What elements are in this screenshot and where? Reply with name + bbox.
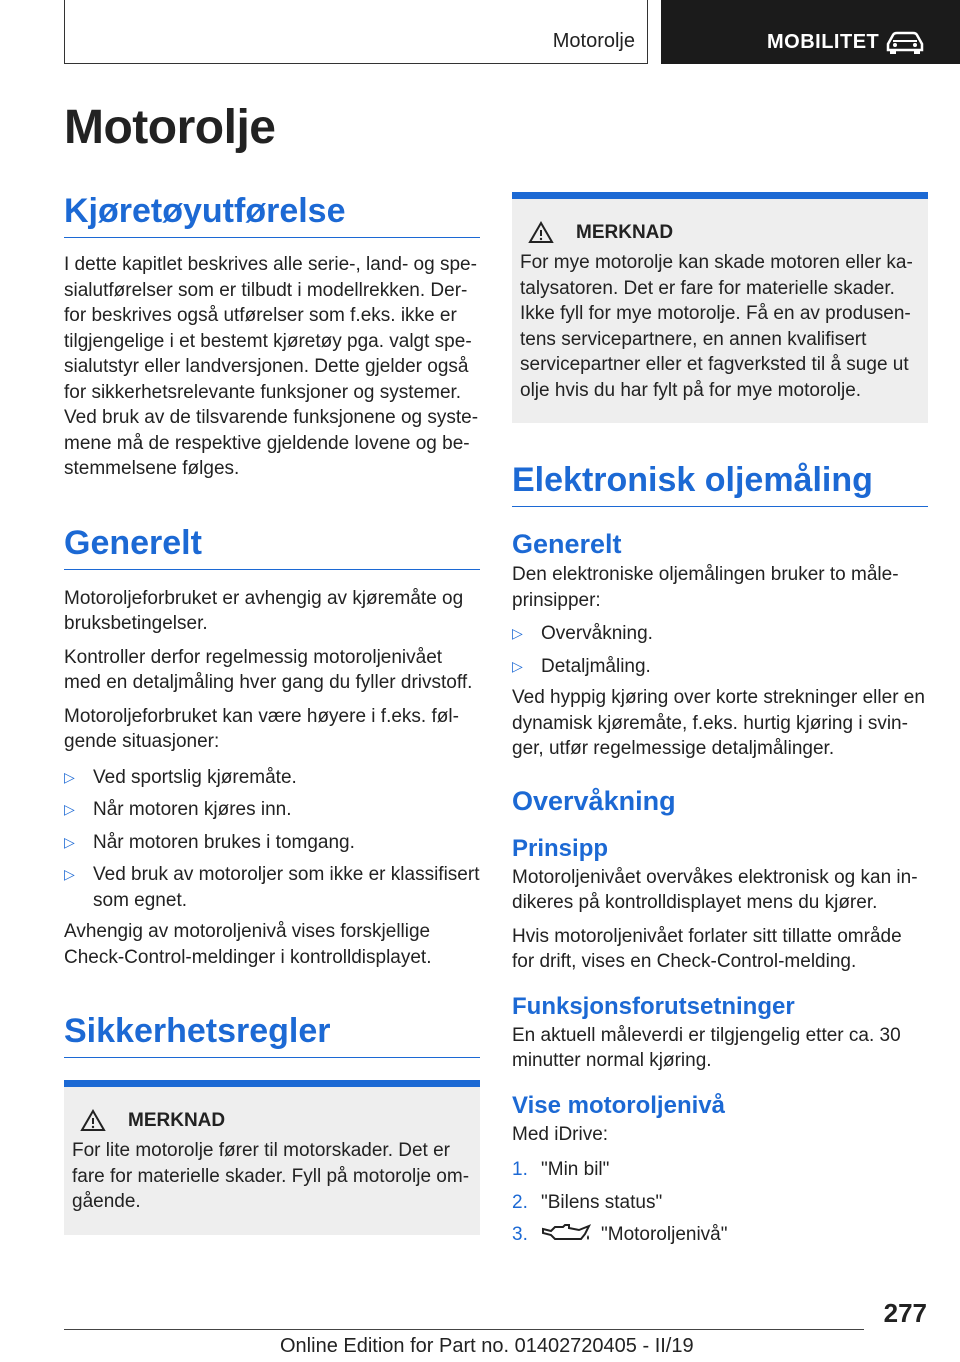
- list-item: ▷ Når motoren kjøres inn.: [64, 797, 480, 823]
- list-item: ▷ Når motoren brukes i tomgang.: [64, 830, 480, 856]
- list-item: 1. "Min bil": [512, 1159, 610, 1180]
- footer-divider: [64, 1329, 864, 1330]
- notice-text: For lite motorolje fører til motorskader. Det er fare for materielle skader. Fyll på motorolje omgående.: [72, 1140, 470, 1212]
- car-icon: [884, 30, 926, 54]
- page-number: 277: [883, 1298, 927, 1328]
- paragraph-principle-1: Motoroljenivået overvåkes elektronisk og kan indikeres på kontrolldisplayet mens du kjører.: [512, 866, 918, 913]
- footer-edition: Online Edition for Part no. 01402720405 - II/19: [280, 1335, 694, 1357]
- list-item: ▷ Overvåkning.: [512, 621, 928, 647]
- notice-title: MERKNAD: [576, 221, 674, 243]
- heading-vehicle-version: Kjøretøyutførelse: [64, 192, 480, 238]
- heading-safety: Sikkerhetsregler: [64, 1012, 480, 1058]
- paragraph-display-oil: Med iDrive:: [512, 1123, 609, 1145]
- subheading-general: Generelt: [512, 529, 622, 559]
- list-item: ▷ Ved bruk av motoroljer som ikke er klassifisert som egnet.: [64, 864, 480, 911]
- paragraph-general-1: Motoroljeforbruket er avhengig av kjøremåte og bruksbetingelser.: [64, 587, 464, 634]
- subheading-display-oil: Vise motoroljenivå: [512, 1091, 725, 1119]
- paragraph-requirements: En aktuell måleverdi er tilgjengelig etter ca. 30 minutter normal kjøring.: [512, 1024, 901, 1071]
- paragraph-general-2: Ved hyppig kjøring over korte strekninger eller en dynamisk kjøremåte, f.eks. hurtig kjøring i svinger, utfør regelmessige detaljmålinger.: [512, 687, 925, 759]
- subheading-monitoring: Overvåkning: [512, 785, 676, 816]
- header-section-title: Motorolje: [552, 30, 635, 52]
- triangle-bullet-icon: ▷: [512, 625, 523, 641]
- notice-text: For mye motorolje kan skade motoren eller katalysatoren. Det er fare for materielle skader. Ikke fyll for mye motorolje. Få en av produsentens servicepartnere, en annen kvalifisert servicepartner eller et fagverksted til å suge ut olje hvis du har fylt på for mye motorolje.: [520, 252, 913, 401]
- paragraph-vehicle-version: I dette kapitlet beskrives alle serie-, land- og spesialutførelser som er tilbudt i modellrekken. Derfor beskrives også utførelser som f.eks. ikke er tilgjengelige i et bestemt kjøretøy pga. valgt spesialutstyr eller landversjonen. Dette gjelder også for sikkerhetsrelevante funksjoner og systemer. Ved bruk av de tilsvarende funksjonene og systemene må de respektive gjeldende lovene og bestemmelsene følges.: [64, 254, 479, 479]
- paragraph-general-3: Motoroljeforbruket kan være høyere i f.eks. følgende situasjoner:: [64, 705, 459, 752]
- warning-icon: [80, 1109, 106, 1132]
- triangle-bullet-icon: ▷: [64, 801, 75, 817]
- triangle-bullet-icon: ▷: [64, 866, 75, 882]
- list-item: ▷ Detaljmåling.: [512, 654, 928, 680]
- heading-electronic-oil: Elektronisk oljemåling: [512, 461, 928, 507]
- left-column: [64, 192, 480, 1235]
- notice-header: [520, 221, 918, 244]
- paragraph-general: Den elektroniske oljemålingen bruker to måleprinsipper:: [512, 564, 899, 611]
- paragraph-principle-2: Hvis motoroljenivået forlater sitt tillatte område for drift, vises en Check-Control-melding.: [512, 925, 902, 972]
- list-item: ▷ Ved sportslig kjøremåte.: [64, 765, 480, 791]
- notice-box: [64, 1080, 480, 1235]
- right-column: [512, 192, 928, 1248]
- list-item: 2. "Bilens status": [512, 1191, 663, 1213]
- list-item: 3. "Motoroljenivå": [512, 1224, 728, 1245]
- notice-box: [512, 192, 928, 423]
- paragraph-general-2: Kontroller derfor regelmessig motoroljenivået med en detaljmåling hver gang du fyller drivstoff.: [64, 646, 473, 693]
- notice-title: MERKNAD: [128, 1109, 226, 1131]
- triangle-bullet-icon: ▷: [512, 657, 523, 674]
- oil-can-icon: [541, 1223, 593, 1243]
- subheading-principle: Prinsipp: [512, 834, 609, 862]
- subheading-requirements: Funksjonsforutsetninger: [512, 992, 795, 1020]
- triangle-bullet-icon: ▷: [64, 768, 75, 785]
- header-section-box: [64, 0, 648, 64]
- warning-icon: [528, 221, 554, 244]
- notice-header: [72, 1109, 470, 1132]
- paragraph-general-4: Avhengig av motoroljenivå vises forskjellige Check-Control-meldinger i kontrolldisplayet.: [64, 921, 432, 968]
- triangle-bullet-icon: ▷: [64, 833, 75, 850]
- header-chapter-title: MOBILITET: [767, 31, 880, 53]
- page-title: Motorolje: [64, 101, 276, 154]
- heading-general: Generelt: [64, 524, 480, 570]
